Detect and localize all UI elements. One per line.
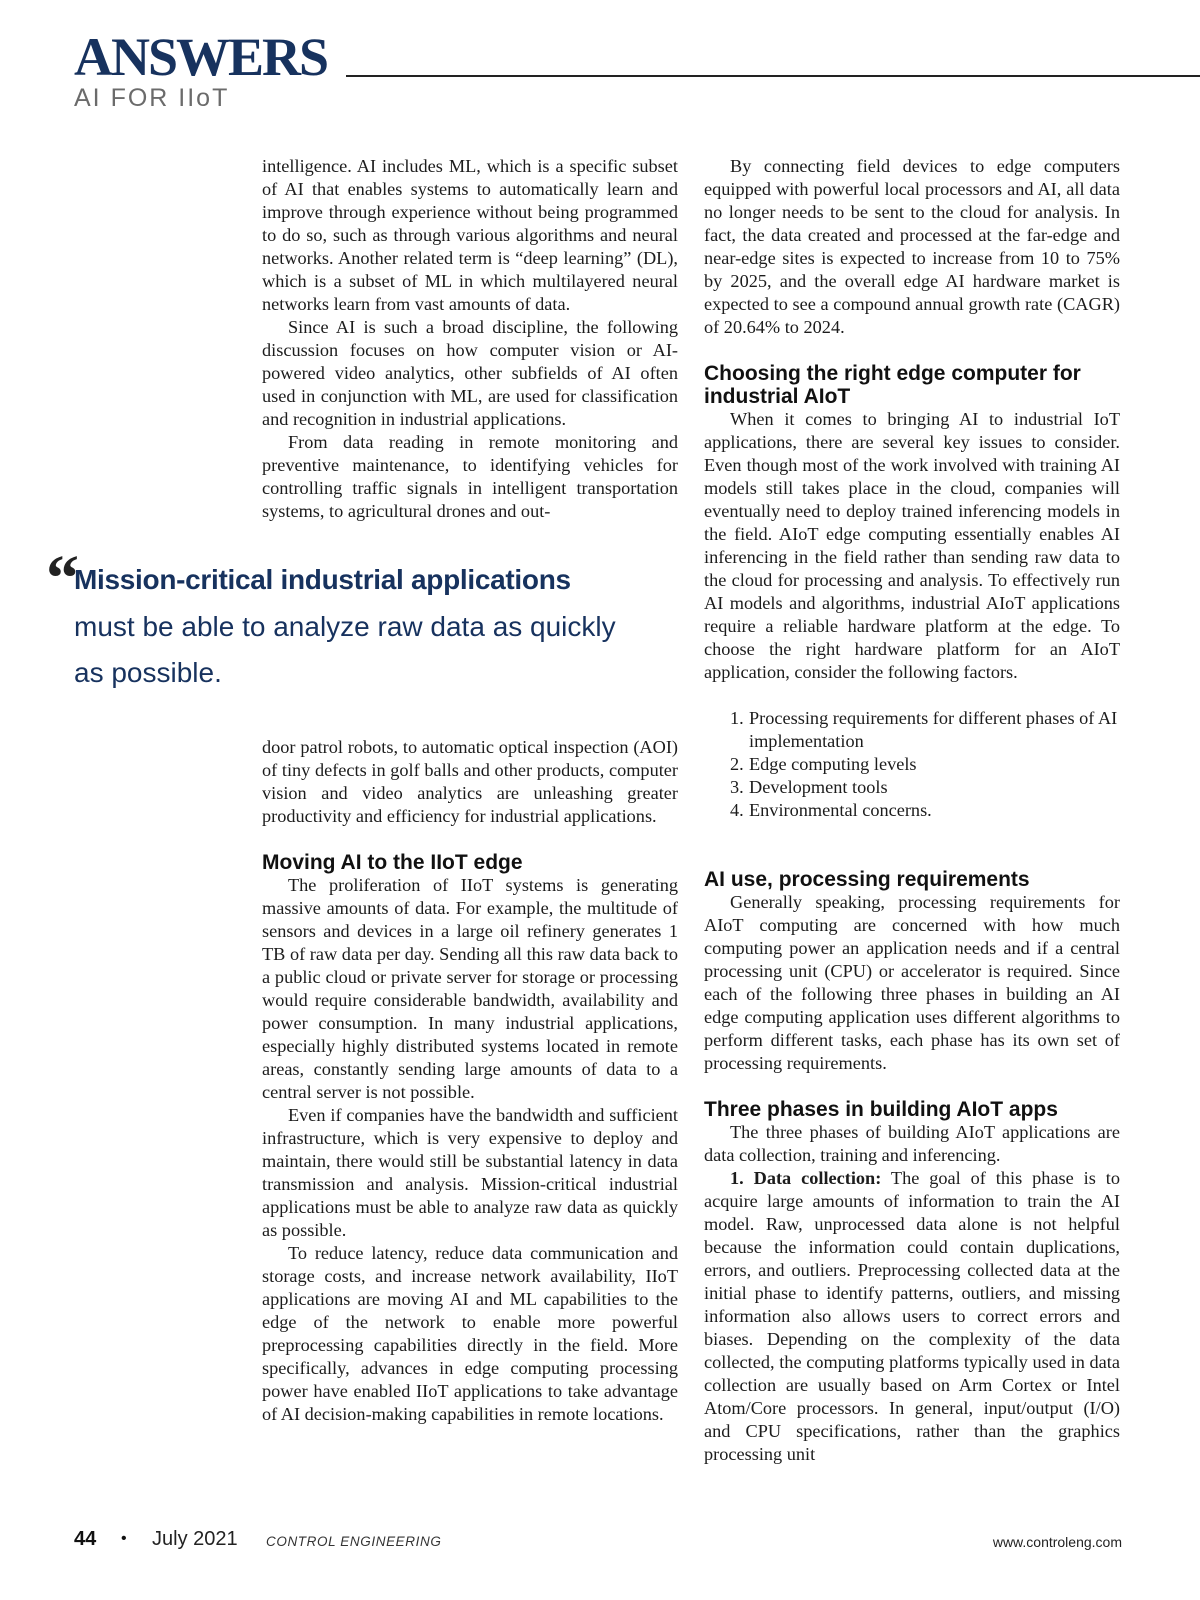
list-item: 3. Development tools (730, 777, 888, 797)
pull-quote-lead: Mission-critical industrial applications (74, 564, 571, 595)
quote-mark-icon: “ (46, 542, 79, 615)
subhead-choosing-edge: Choosing the right edge computer for industrial AIoT (704, 362, 1081, 408)
issue-date: July 2021 (152, 1528, 238, 1550)
list-item: 4. Environmental concerns. (730, 800, 932, 820)
subhead-three-phases: Three phases in building AIoT apps (704, 1098, 1058, 1121)
page-number: 44 (74, 1528, 97, 1550)
website-url: www.controleng.com (992, 1534, 1122, 1550)
body-paragraph: Generally speaking, processing requirements for AIoT computing are concerned with how much computing power an application needs and if a central processing unit (CPU) or accelerator is required. Since each of the following three phases in building an AI edge computing application uses different algorithms to perform different tasks, each phase has its own set of processing requirements. (704, 892, 1120, 1073)
body-paragraph: To reduce latency, reduce data communication and storage costs, and increase network availability, IIoT applications are moving AI and ML capabilities to the edge of the network to enable more powerful preprocessing capabilities directly in the field. More specifically, advances in edge computing processing power have enabled IIoT applications to take advantage of AI decision-making capabilities in remote locations. (262, 1243, 678, 1424)
subhead-processing-requirements: AI use, processing requirements (704, 868, 1030, 891)
pull-quote-body: must be able to analyze raw data as quickly as possible. (74, 611, 616, 688)
body-paragraph: door patrol robots, to automatic optical inspection (AOI) of tiny defects in golf balls and other products, computer vision and video analytics are unleashing greater productivity and efficiency for industrial applications. (262, 737, 678, 826)
section-subtitle: AI FOR IIoT (74, 84, 230, 112)
body-paragraph: Since AI is such a broad discipline, the following discussion focuses on how computer vision or AI-powered video analytics, other subfields of AI often used in conjunction with ML, are used for classification and recognition in industrial applications. (262, 317, 678, 429)
magazine-name: CONTROL ENGINEERING (266, 1534, 442, 1549)
body-paragraph: By connecting field devices to edge computers equipped with powerful local processors and AI, all data no longer needs to be sent to the cloud for analysis. In fact, the data created and processed at the far-edge and near-edge sites is expected to increase from 10 to 75% by 2025, and the overall edge AI hardware market is expected to see a compound annual growth rate (CAGR) of 20.64% to 2024. (704, 156, 1120, 337)
page-footer (74, 1528, 1122, 1554)
body-paragraph: 1. Data collection: The goal of this phase is to acquire large amounts of information to train the AI model. Raw, unprocessed data alone is not helpful because the information could contain duplications, errors, and outliers. Preprocessing collected data at the initial phase to identify patterns, outliers, and missing information also allows users to correct errors and biases. Depending on the complexity of the data collected, the computing platforms typically used in data collection are usually based on Arm Cortex or Intel Atom/Core processors. In general, input/output (I/O) and CPU specifications, rather than the graphics processing unit (704, 1168, 1120, 1464)
body-paragraph: The three phases of building AIoT applications are data collection, training and inferencing. (704, 1122, 1120, 1165)
factors-list (704, 707, 1120, 822)
body-paragraph: When it comes to bringing AI to industrial IoT applications, there are several key issues to consider. Even though most of the work involved with training AI models still takes place in the cloud, companies will eventually need to deploy trained inferencing models in the field. AIoT edge computing essentially enables AI inferencing in the field rather than sending raw data to the cloud for processing and analysis. To effectively run AI models and algorithms, industrial AIoT applications require a reliable hardware platform at the edge. To choose the right hardware platform for an AIoT application, consider the following factors. (704, 409, 1120, 682)
run-in-label: 1. Data collection: (730, 1168, 882, 1188)
left-column-top (262, 155, 678, 523)
body-paragraph: intelligence. AI includes ML, which is a specific subset of AI that enables systems to automatically learn and improve through experience without being programmed to do so, such as through various algorithms and neural networks. Another related term is “deep learning” (DL), which is a subset of ML in which multilayered neural networks learn from vast amounts of data. (262, 156, 678, 314)
section-title: ANSWERS (74, 27, 328, 87)
body-paragraph: The proliferation of IIoT systems is generating massive amounts of data. For example, the multitude of sensors and devices in a large oil refinery generates 1 TB of raw data per day. Sending all this raw data back to a public cloud or private server for storage or processing would require considerable bandwidth, availability and power consumption. In many industrial applications, especially highly distributed systems located in remote areas, constantly sending large amounts of data to a central server is not possible. (262, 875, 678, 1102)
list-item: 1. Processing requirements for different phases of AI implementation (730, 708, 1118, 751)
right-column (704, 155, 1120, 1466)
header-rule (346, 75, 1200, 77)
body-paragraph: From data reading in remote monitoring and preventive maintenance, to identifying vehicles for controlling traffic signals in intelligent transportation systems, to agricultural drones and out- (262, 432, 678, 521)
left-column-bottom (262, 736, 678, 1426)
subhead-moving-ai: Moving AI to the IIoT edge (262, 851, 523, 874)
list-item: 2. Edge computing levels (730, 754, 917, 774)
body-paragraph: Even if companies have the bandwidth and sufficient infrastructure, which is very expensive to deploy and maintain, there would still be substantial latency in data transmission and analysis. Mission-critical industrial applications must be able to analyze raw data as quickly as possible. (262, 1105, 678, 1240)
bullet-separator: • (121, 1530, 127, 1547)
